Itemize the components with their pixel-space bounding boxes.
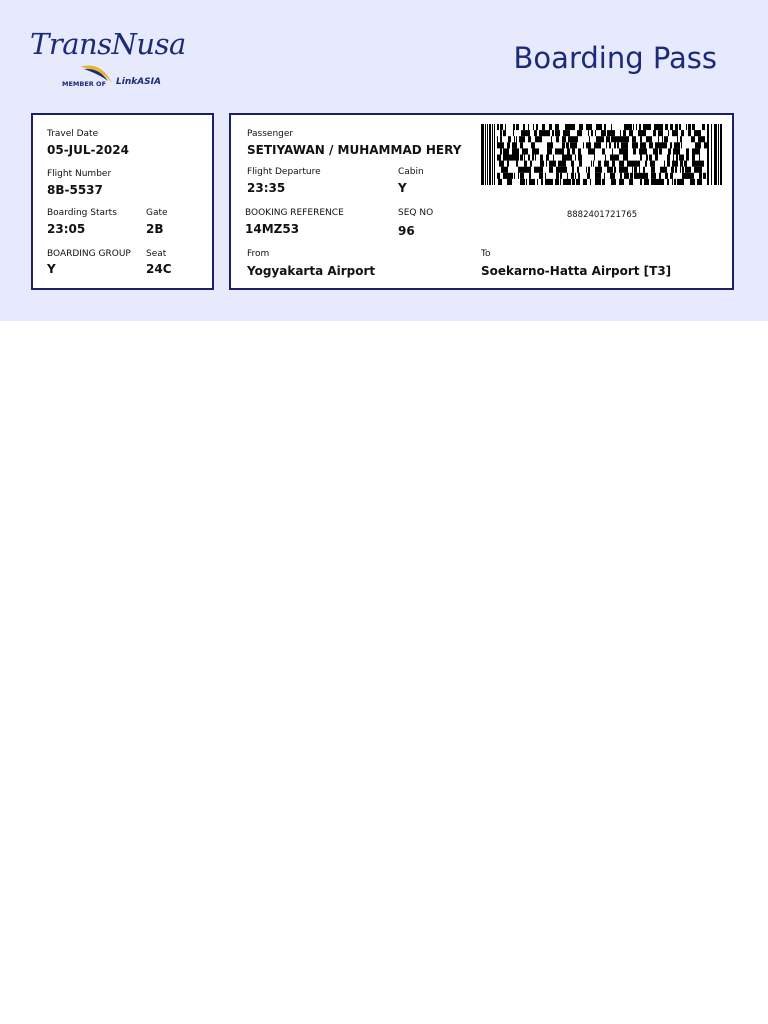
- linkasia-logo-text: LinkASIA: [116, 77, 161, 87]
- header-band: [0, 0, 768, 321]
- travel-date-label: Travel Date: [47, 129, 99, 139]
- booking-reference-value: 14MZ53: [245, 222, 300, 236]
- flight-summary-card: [31, 113, 214, 290]
- seat-label: Seat: [146, 249, 167, 259]
- to-label: To: [481, 249, 491, 259]
- flight-number-label: Flight Number: [47, 169, 112, 179]
- cabin-label: Cabin: [398, 167, 424, 177]
- passenger-name: SETIYAWAN / MUHAMMAD HERY: [247, 143, 462, 157]
- barcode-number: 8882401721765: [566, 210, 638, 220]
- transnusa-logo: [30, 27, 200, 97]
- logo-wordmark: TransNusa: [30, 27, 186, 61]
- boarding-group-value: Y: [47, 262, 56, 276]
- from-label: From: [247, 249, 270, 259]
- booking-reference-label: BOOKING REFERENCE: [245, 208, 344, 218]
- barcode-image: [481, 124, 723, 185]
- boarding-group-label: BOARDING GROUP: [47, 249, 131, 259]
- passenger-details-card: [229, 113, 734, 290]
- member-of-text: MEMBER OF: [62, 80, 107, 88]
- passenger-label: Passenger: [247, 129, 294, 139]
- flight-departure-label: Flight Departure: [247, 167, 321, 177]
- gate-value: 2B: [146, 222, 164, 236]
- to-airport: Soekarno-Hatta Airport [T3]: [481, 264, 672, 278]
- cabin-value: Y: [398, 181, 407, 195]
- boarding-starts-label: Boarding Starts: [47, 208, 117, 218]
- flight-number-value: 8B-5537: [47, 183, 103, 197]
- seq-no-label: SEQ NO: [398, 208, 434, 218]
- flight-departure-value: 23:35: [247, 181, 286, 195]
- seat-value: 24C: [146, 262, 172, 276]
- seq-no-value: 96: [398, 224, 415, 238]
- boarding-starts-value: 23:05: [47, 222, 86, 236]
- gate-label: Gate: [146, 208, 168, 218]
- from-airport: Yogyakarta Airport: [247, 264, 376, 278]
- travel-date-value: 05-JUL-2024: [47, 143, 129, 157]
- page-title: Boarding Pass: [513, 41, 717, 75]
